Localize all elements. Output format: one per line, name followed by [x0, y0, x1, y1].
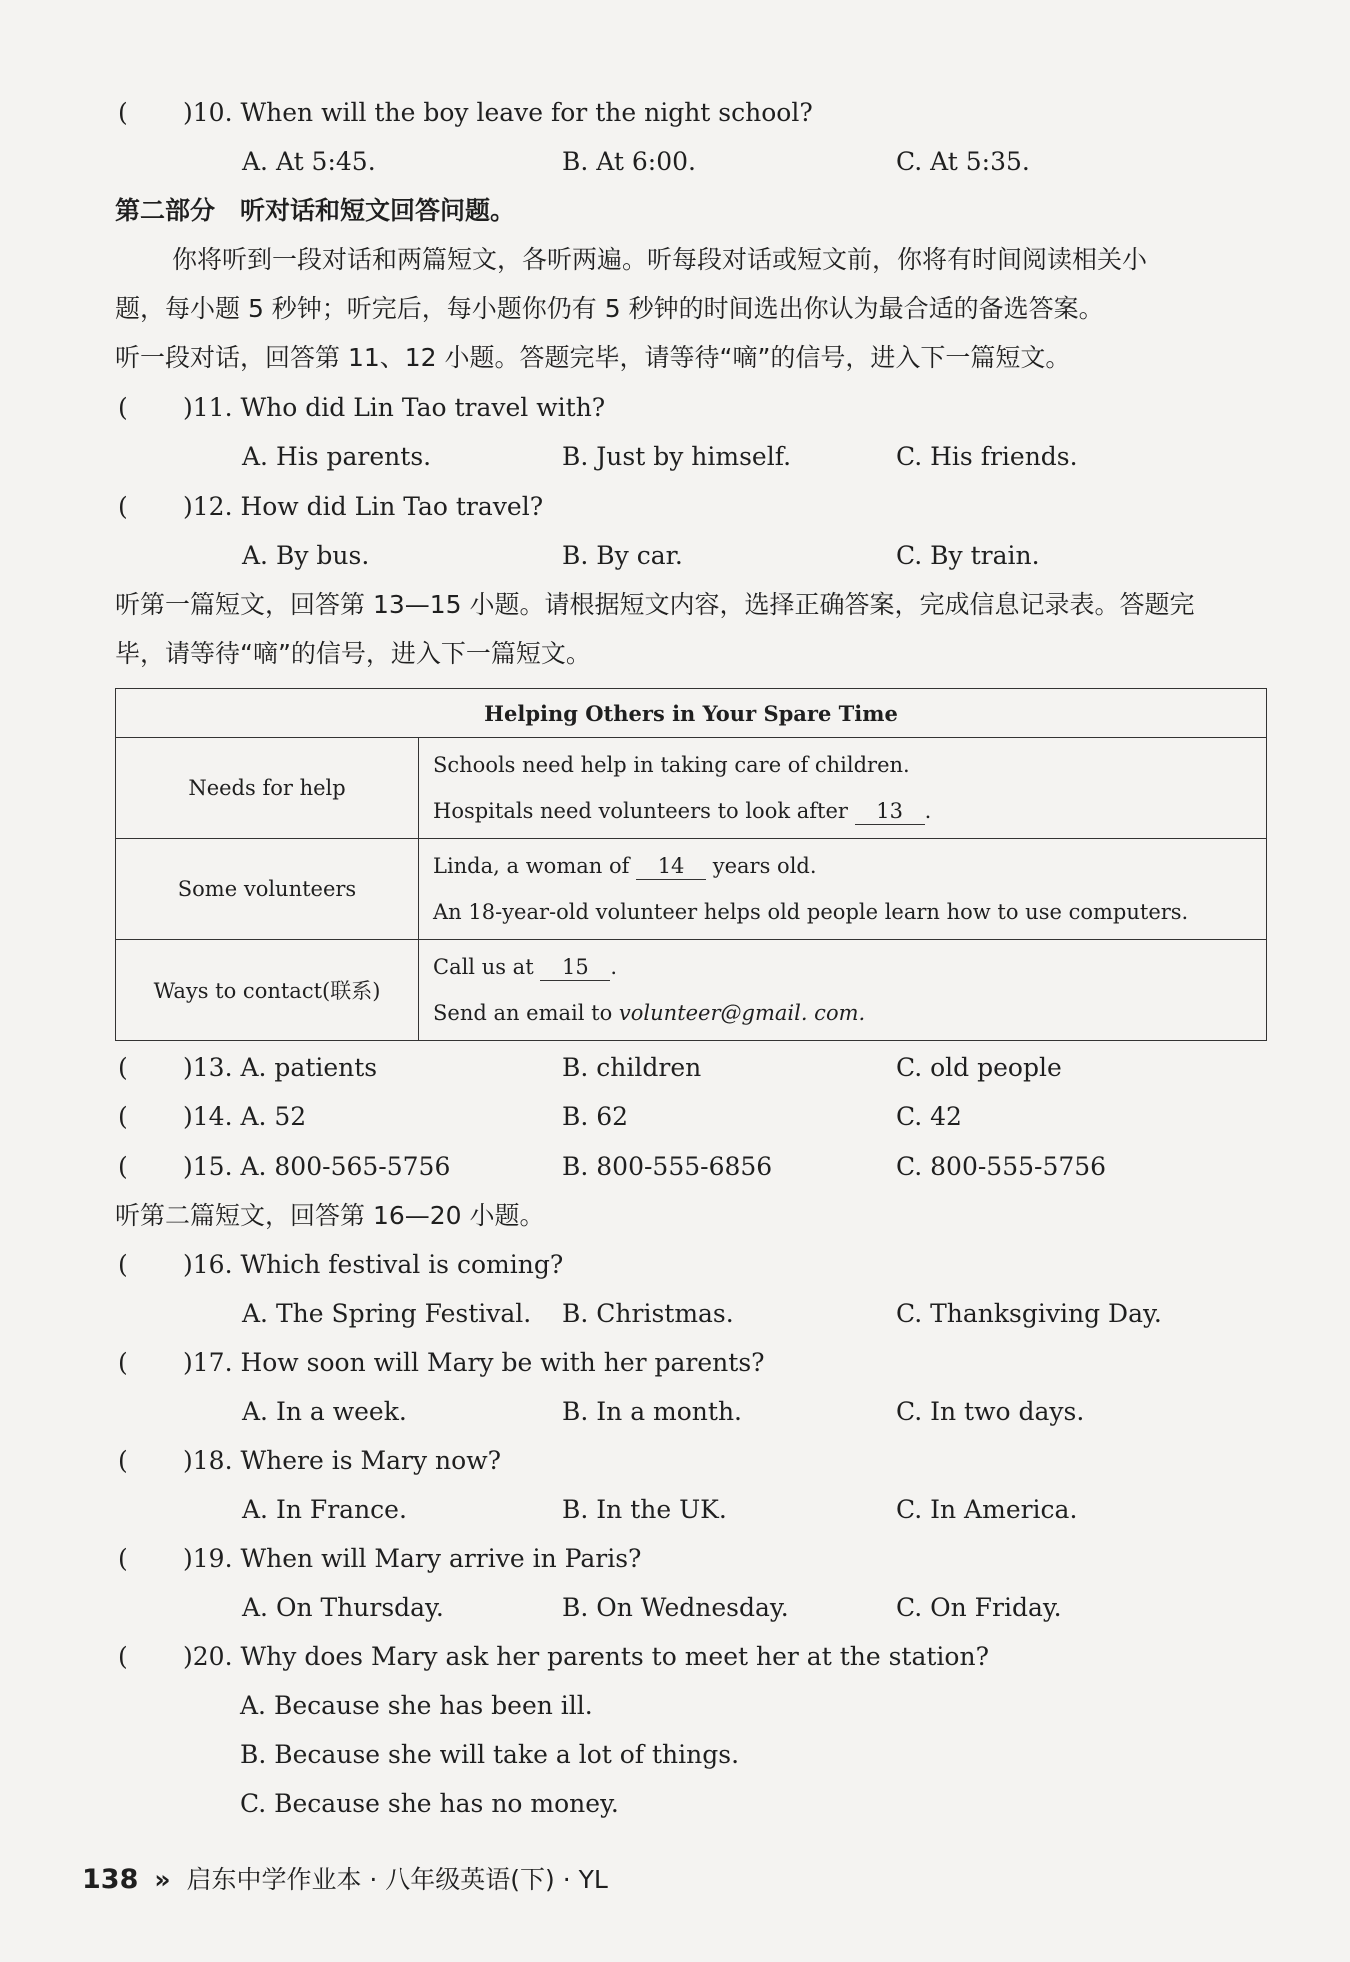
answer-paren: (	[118, 1102, 128, 1131]
row-text: Linda, a woman of	[433, 854, 630, 878]
row-text: years old.	[712, 854, 817, 878]
question-text: )17. How soon will Mary be with her parents?	[183, 1348, 765, 1377]
question-text: )15. A. 800-565-5756	[183, 1152, 451, 1181]
option-c: C. old people	[896, 1053, 1062, 1082]
passage1-instruction-1: 听第一篇短文，回答第 13—15 小题。请根据短文内容，选择正确答案，完成信息记录表。答题完	[115, 590, 1195, 619]
option-c: C. His friends.	[896, 442, 1078, 471]
row-label-contact: Ways to contact(联系)	[116, 940, 419, 1041]
option-b: B. In a month.	[562, 1397, 742, 1426]
book-title: 启东中学作业本 · 八年级英语(下) · YL	[186, 1865, 608, 1894]
option-b: B. Christmas.	[562, 1299, 734, 1328]
answer-paren: (	[118, 1446, 128, 1475]
blank-15: 15	[540, 954, 610, 981]
option-c: C. In two days.	[896, 1397, 1085, 1426]
row-line	[433, 944, 1265, 990]
option-a: A. His parents.	[242, 442, 432, 471]
question-text: )13. A. patients	[183, 1053, 378, 1082]
question-text: )10. When will the boy leave for the night school?	[183, 98, 813, 127]
row-content-volunteers	[419, 839, 1267, 940]
answer-paren: (	[118, 492, 128, 521]
row-content-contact	[419, 940, 1267, 1041]
intro-line-2: 题，每小题 5 秒钟；听完后，每小题你仍有 5 秒钟的时间选出你认为最合适的备选答案。	[115, 294, 1104, 323]
row-label-volunteers: Some volunteers	[116, 839, 419, 940]
option-a: A. On Thursday.	[242, 1593, 444, 1622]
double-chevron-icon: »	[154, 1865, 171, 1894]
row-line	[433, 843, 1265, 889]
blank-13: 13	[855, 798, 925, 825]
option-a: A. In France.	[242, 1495, 407, 1524]
answer-paren: (	[118, 1544, 128, 1573]
option-a: A. By bus.	[242, 541, 370, 570]
option-b: B. By car.	[562, 541, 683, 570]
email-address: volunteer@gmail. com.	[618, 1001, 866, 1025]
option-b: B. 800-555-6856	[562, 1152, 773, 1181]
option-a: A. The Spring Festival.	[242, 1299, 532, 1328]
option-b: B. 62	[562, 1102, 629, 1131]
blank-14: 14	[636, 853, 706, 880]
answer-paren: (	[118, 393, 128, 422]
row-text: .	[610, 955, 618, 979]
row-line: An 18-year-old volunteer helps old people learn how to use computers.	[433, 900, 1189, 924]
page-number: 138	[82, 1864, 139, 1895]
option-a: A. Because she has been ill.	[240, 1691, 593, 1720]
question-text: )14. A. 52	[183, 1102, 307, 1131]
page-footer	[82, 1860, 608, 1896]
row-label-needs: Needs for help	[116, 738, 419, 839]
passage1-instruction-2: 毕，请等待“嘀”的信号，进入下一篇短文。	[115, 639, 591, 668]
question-text: )16. Which festival is coming?	[183, 1250, 564, 1279]
option-c: C. 800-555-5756	[896, 1152, 1107, 1181]
table-title: Helping Others in Your Spare Time	[116, 689, 1267, 738]
option-b: B. At 6:00.	[562, 147, 696, 176]
section-heading: 第二部分 听对话和短文回答问题。	[115, 196, 516, 225]
question-text: )11. Who did Lin Tao travel with?	[183, 393, 606, 422]
option-c: C. 42	[896, 1102, 962, 1131]
row-text: Hospitals need volunteers to look after	[433, 799, 848, 823]
answer-paren: (	[118, 98, 128, 127]
option-c: C. In America.	[896, 1495, 1078, 1524]
answer-paren: (	[118, 1053, 128, 1082]
option-b: B. Just by himself.	[562, 442, 792, 471]
question-text: )20. Why does Mary ask her parents to meet her at the station?	[183, 1642, 989, 1671]
option-c: C. Thanksgiving Day.	[896, 1299, 1162, 1328]
option-c: C. By train.	[896, 541, 1040, 570]
row-line	[433, 788, 1265, 834]
option-c: C. At 5:35.	[896, 147, 1030, 176]
row-text: Call us at	[433, 955, 534, 979]
passage2-instruction: 听第二篇短文，回答第 16—20 小题。	[115, 1201, 545, 1230]
answer-paren: (	[118, 1250, 128, 1279]
question-text: )12. How did Lin Tao travel?	[183, 492, 544, 521]
info-record-table	[115, 688, 1267, 1041]
answer-paren: (	[118, 1348, 128, 1377]
row-content-needs	[419, 738, 1267, 839]
option-c: C. Because she has no money.	[240, 1789, 619, 1818]
option-b: B. In the UK.	[562, 1495, 727, 1524]
option-b: B. children	[562, 1053, 702, 1082]
row-line	[433, 990, 1265, 1036]
answer-paren: (	[118, 1152, 128, 1181]
intro-line-1: 你将听到一段对话和两篇短文，各听两遍。听每段对话或短文前，你将有时间阅读相关小	[172, 245, 1148, 274]
question-text: )18. Where is Mary now?	[183, 1446, 501, 1475]
option-b: B. On Wednesday.	[562, 1593, 789, 1622]
row-text: Send an email to	[433, 1001, 613, 1025]
row-line: Schools need help in taking care of children.	[433, 753, 910, 777]
option-a: A. In a week.	[242, 1397, 407, 1426]
dialog-instruction: 听一段对话，回答第 11、12 小题。答题完毕，请等待“嘀”的信号，进入下一篇短文。	[115, 343, 1071, 372]
question-text: )19. When will Mary arrive in Paris?	[183, 1544, 642, 1573]
option-b: B. Because she will take a lot of things.	[240, 1740, 740, 1769]
option-a: A. At 5:45.	[242, 147, 376, 176]
row-text: .	[924, 799, 932, 823]
answer-paren: (	[118, 1642, 128, 1671]
option-c: C. On Friday.	[896, 1593, 1062, 1622]
